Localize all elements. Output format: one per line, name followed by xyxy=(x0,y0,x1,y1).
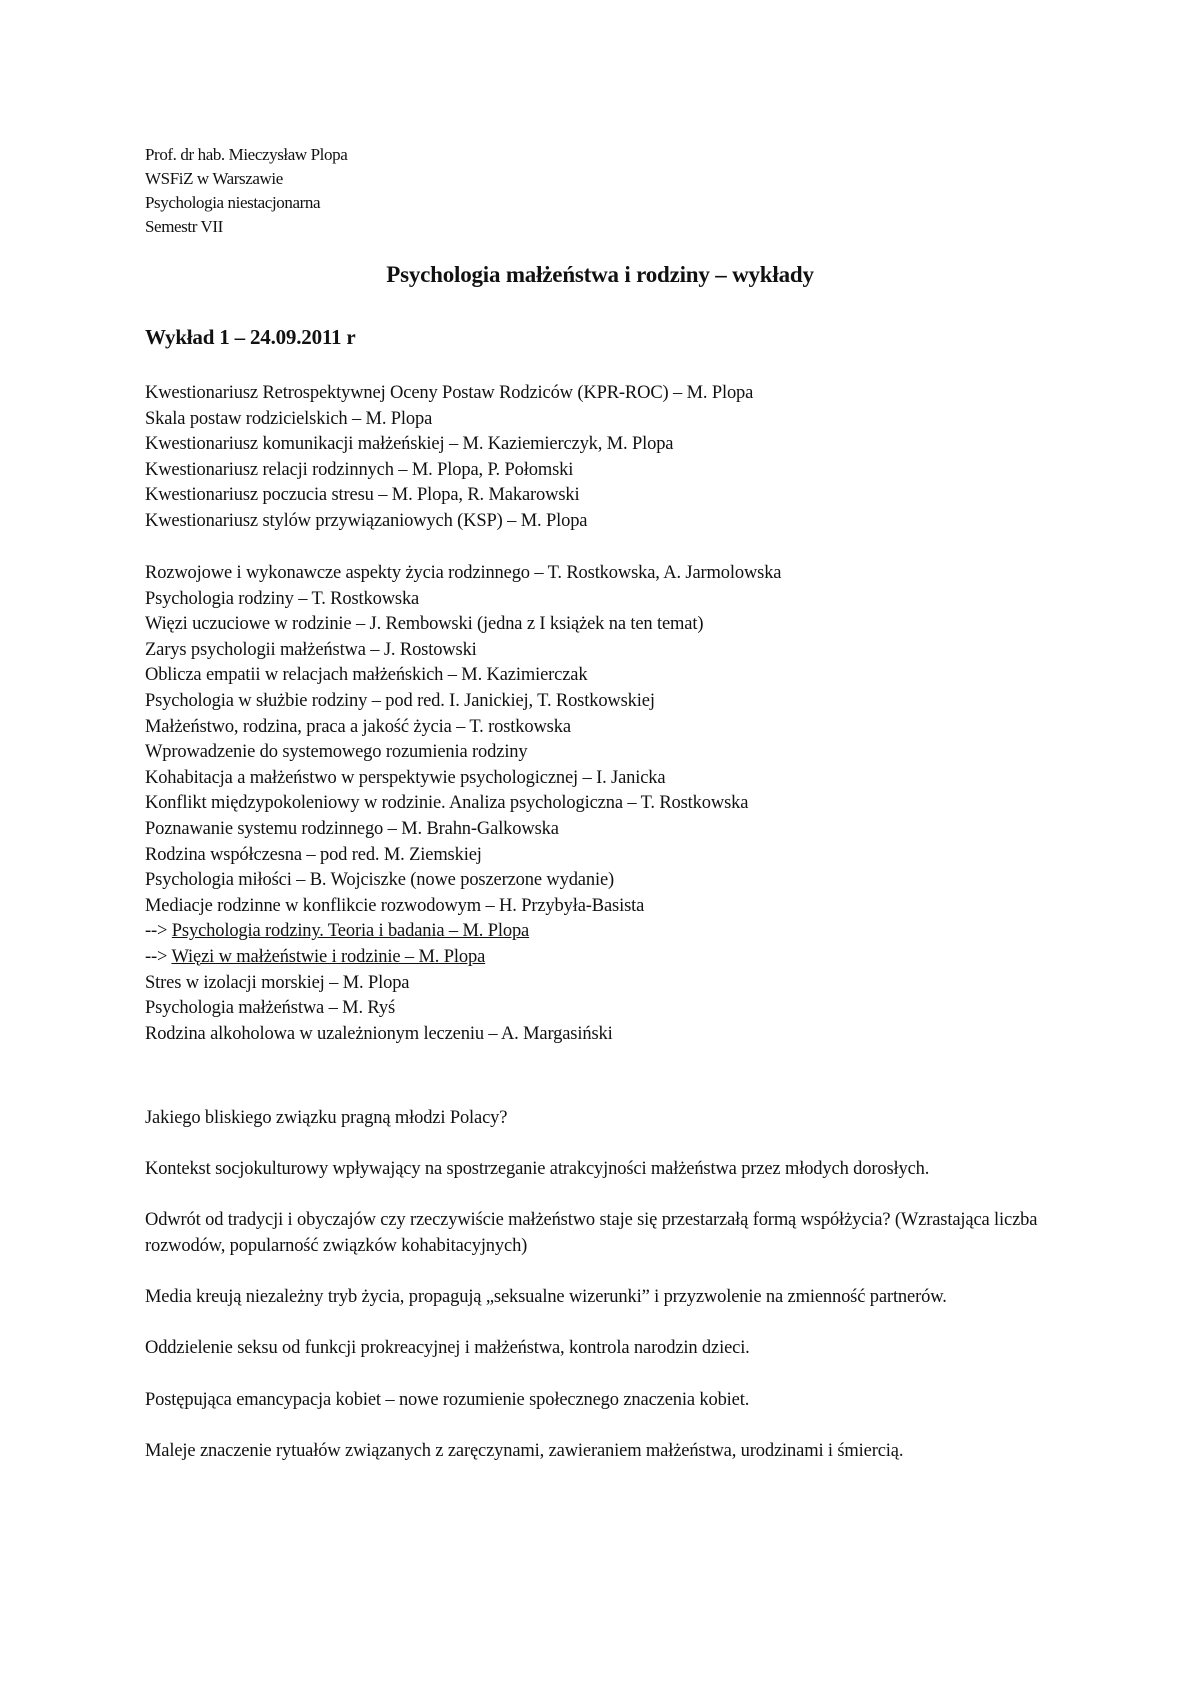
book-item: Psychologia w służbie rodziny – pod red. I. Janickiej, T. Rostkowskiej xyxy=(145,690,655,711)
paragraph: Maleje znaczenie rytuałów związanych z zaręczynami, zawieraniem małżeństwa, urodzinami i śmiercią. xyxy=(145,1440,904,1461)
book-item: Rodzina współczesna – pod red. M. Ziemskiej xyxy=(145,844,482,865)
institution: WSFiZ w Warszawie xyxy=(145,169,283,188)
arrow-marker: --> xyxy=(145,946,172,967)
book-item: Konflikt międzypokoleniowy w rodzinie. Analiza psychologiczna – T. Rostkowska xyxy=(145,793,749,814)
underlined-title: Więzi w małżeństwie i rodzinie – M. Plopa xyxy=(171,946,486,967)
book-item: Wprowadzenie do systemowego rozumienia rodziny xyxy=(145,742,528,763)
book-item: Psychologia rodziny – T. Rostkowska xyxy=(145,588,420,609)
paragraph: Jakiego bliskiego związku pragną młodzi Polacy? xyxy=(145,1108,508,1128)
book-item: Stres w izolacji morskiej – M. Plopa xyxy=(145,972,410,993)
questionnaire-item: Kwestionariusz Retrospektywnej Oceny Postaw Rodziców (KPR-ROC) – M. Plopa xyxy=(145,383,754,403)
author-name: Prof. dr hab. Mieczysław Plopa xyxy=(145,145,348,164)
questionnaire-list xyxy=(145,381,753,535)
questionnaire-item: Kwestionariusz relacji rodzinnych – M. Plopa, P. Połomski xyxy=(145,459,574,480)
arrow-marker: --> xyxy=(145,921,172,942)
author-header xyxy=(145,143,347,239)
book-item: Zarys psychologii małżeństwa – J. Rostowski xyxy=(145,639,477,660)
book-item: Małżeństwo, rodzina, praca a jakość życia – T. rostkowska xyxy=(145,716,571,737)
questionnaire-item: Kwestionariusz poczucia stresu – M. Plopa, R. Makarowski xyxy=(145,485,580,506)
questionnaire-item: Kwestionariusz stylów przywiązaniowych (KSP) – M. Plopa xyxy=(145,510,588,531)
book-item: Więzi uczuciowe w rodzinie – J. Rembowski (jedna z I książek na ten temat) xyxy=(145,614,704,635)
book-item: Rozwojowe i wykonawcze aspekty życia rodzinnego – T. Rostkowska, A. Jarmolowska xyxy=(145,563,782,583)
book-item: Poznawanie systemu rodzinnego – M. Brahn-Galkowska xyxy=(145,818,559,839)
questionnaire-item: Kwestionariusz komunikacji małżeńskiej – M. Kaziemierczyk, M. Plopa xyxy=(145,434,674,455)
lecture-heading: Wykład 1 – 24.09.2011 r xyxy=(145,325,356,349)
semester: Semestr VII xyxy=(145,217,223,236)
book-list xyxy=(145,561,781,1047)
book-item: Psychologia miłości – B. Wojciszke (nowe poszerzone wydanie) xyxy=(145,870,615,891)
paragraph: Media kreują niezależny tryb życia, propagują „seksualne wizerunki” i przyzwolenie na zmienność partnerów. xyxy=(145,1287,947,1308)
document-title: Psychologia małżeństwa i rodziny – wykłady xyxy=(386,262,814,287)
book-item: Oblicza empatii w relacjach małżeńskich – M. Kazimierczak xyxy=(145,665,588,686)
paragraph: Kontekst socjokulturowy wpływający na spostrzeganie atrakcyjności małżeństwa przez młodych dorosłych. xyxy=(145,1159,930,1180)
book-item-highlighted xyxy=(145,945,781,971)
book-item: Rodzina alkoholowa w uzależnionym leczeniu – A. Margasiński xyxy=(145,1023,613,1044)
questionnaire-item: Skala postaw rodzicielskich – M. Plopa xyxy=(145,408,433,429)
study-mode: Psychologia niestacjonarna xyxy=(145,193,321,212)
paragraph: Odwrót od tradycji i obyczajów czy rzeczywiście małżeństwo staje się przestarzałą formą współżycia? (Wzrastająca liczba rozwodów, popularność związków kohabitacyjnych) xyxy=(145,1210,1038,1256)
book-item-highlighted xyxy=(145,919,781,945)
paragraph: Postępująca emancypacja kobiet – nowe rozumienie społecznego znaczenia kobiet. xyxy=(145,1389,750,1410)
book-item: Mediacje rodzinne w konflikcie rozwodowym – H. Przybyła-Basista xyxy=(145,895,645,916)
lecture-notes xyxy=(145,1106,1065,1490)
underlined-title: Psychologia rodziny. Teoria i badania – M. Plopa xyxy=(171,921,530,942)
book-item: Kohabitacja a małżeństwo w perspektywie psychologicznej – I. Janicka xyxy=(145,767,666,788)
paragraph: Oddzielenie seksu od funkcji prokreacyjnej i małżeństwa, kontrola narodzin dzieci. xyxy=(145,1338,750,1359)
book-item: Psychologia małżeństwa – M. Ryś xyxy=(145,998,395,1019)
